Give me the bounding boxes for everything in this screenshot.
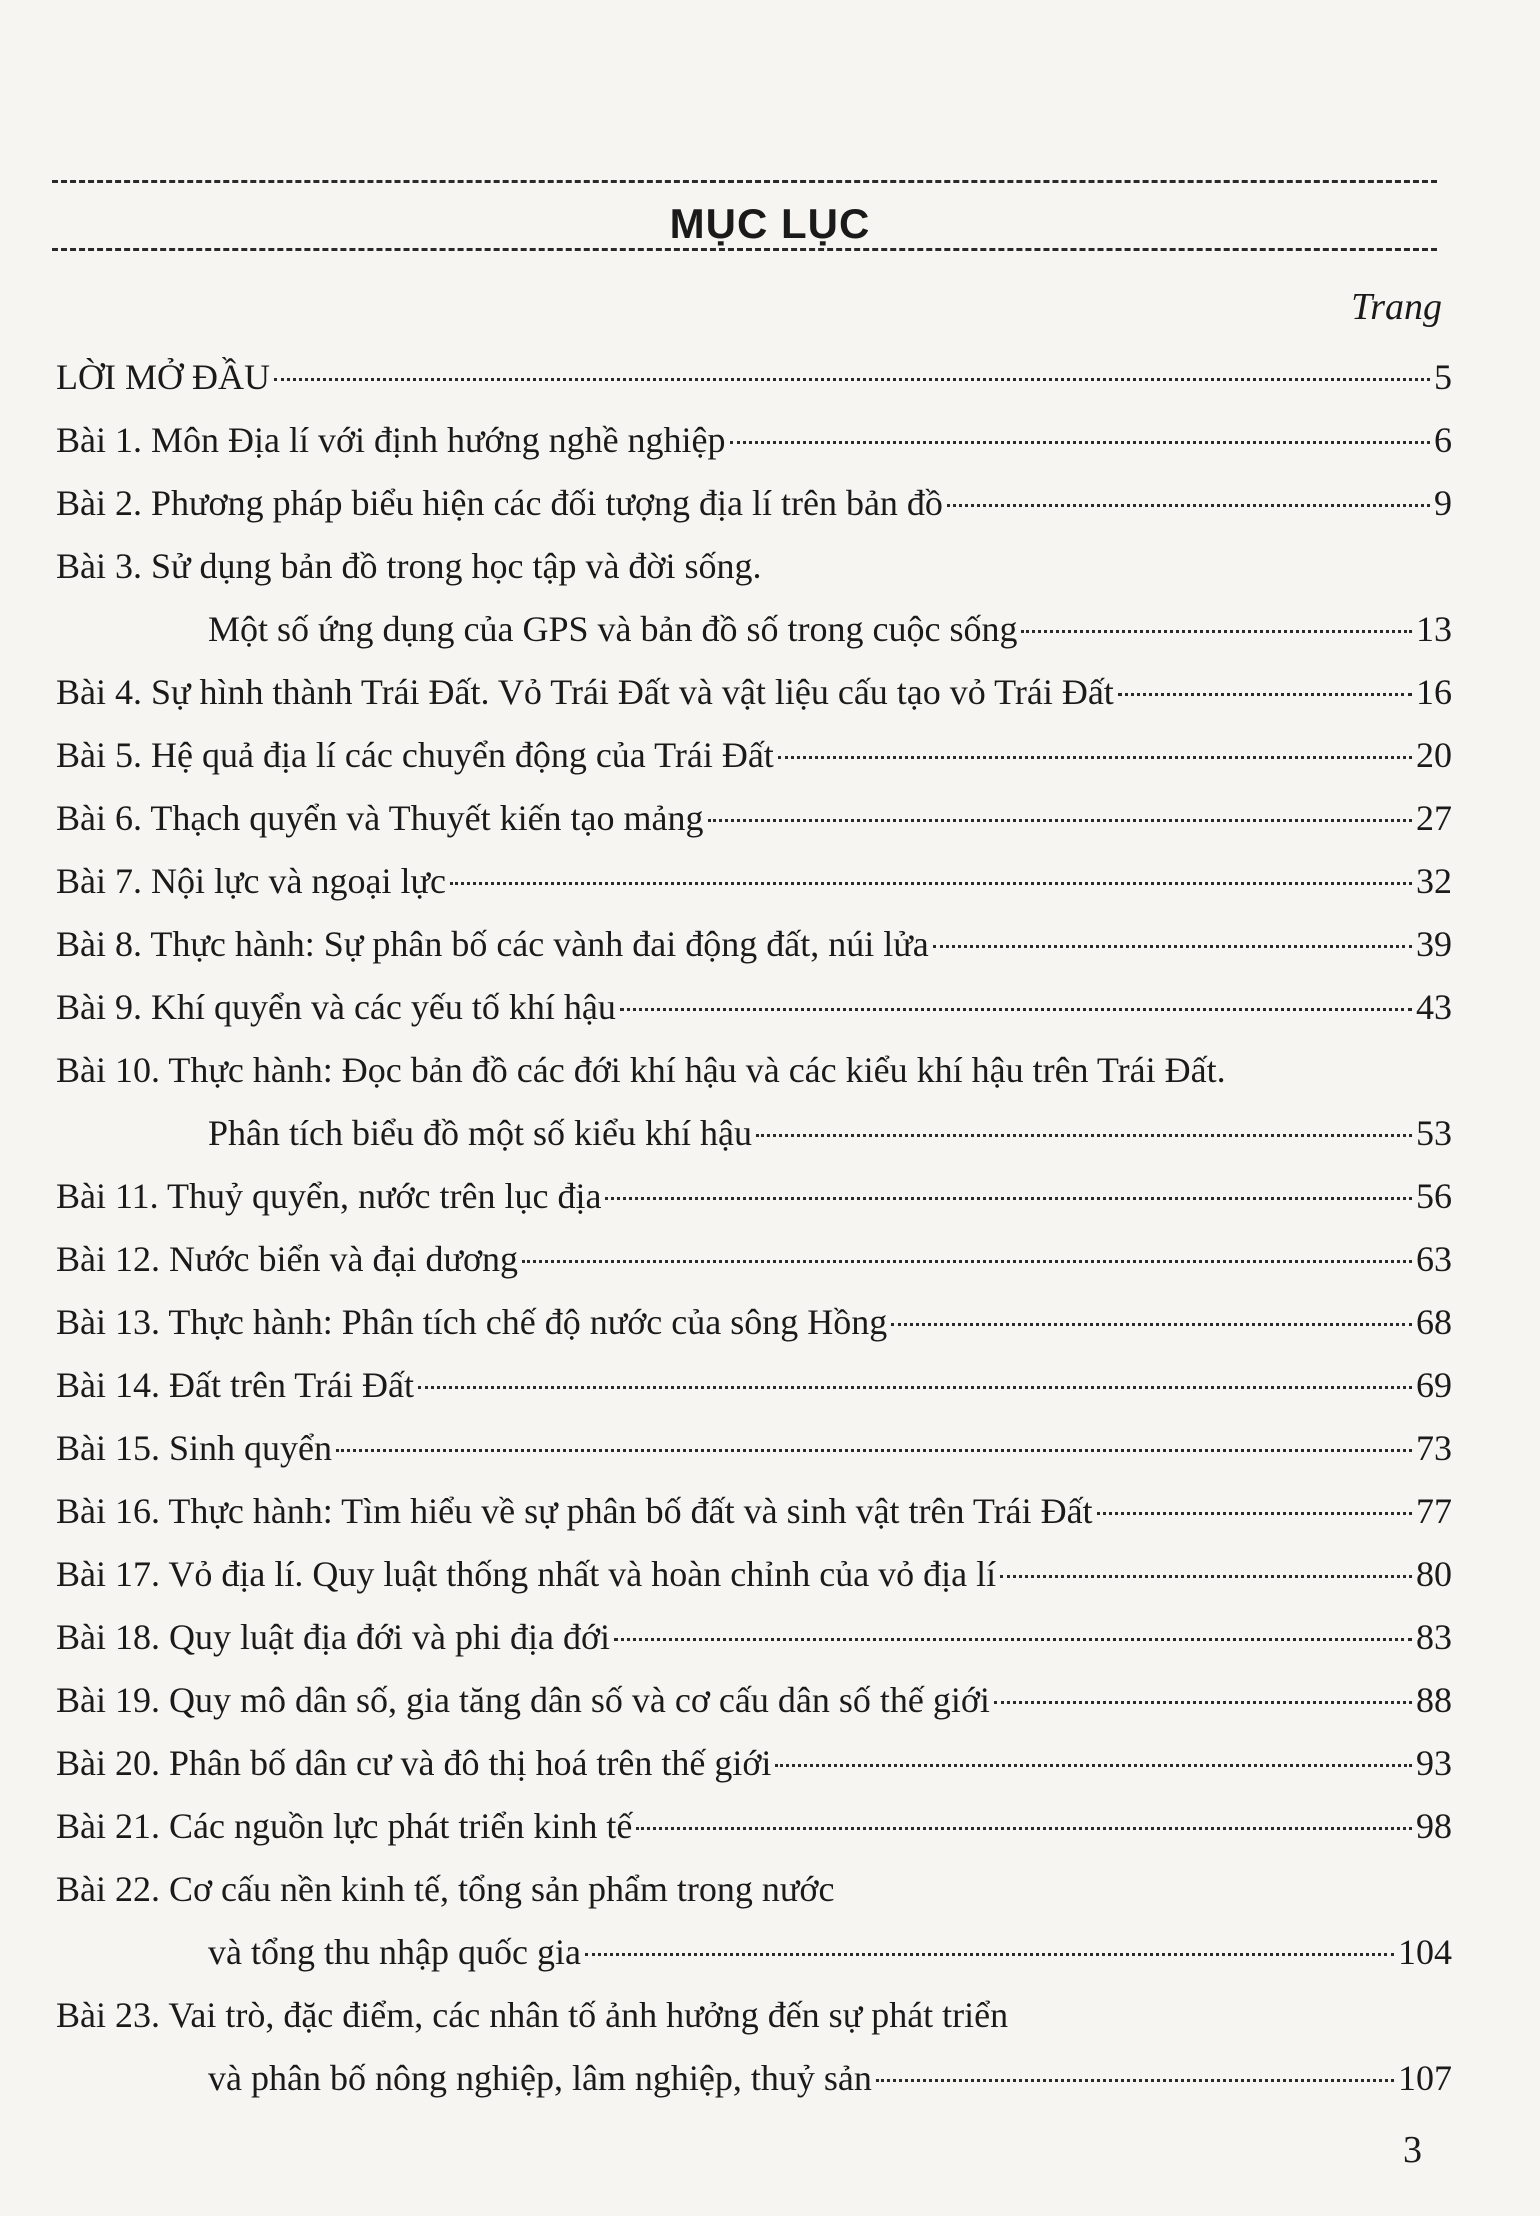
toc-entry [56,1858,1452,1984]
toc-entry-title: Bài 8. Thực hành: Sự phân bố các vành đai động đất, núi lửa [56,924,929,964]
toc-entry [56,1291,1452,1354]
toc-entry-page: 16 [1416,672,1452,712]
toc-entry [56,1606,1452,1669]
page-title: MỤC LỤC [669,200,871,247]
toc-entry-title: LỜI MỞ ĐẦU [56,357,270,397]
toc-entry-title: Bài 14. Đất trên Trái Đất [56,1365,414,1405]
toc-entry-title: Bài 9. Khí quyển và các yếu tố khí hậu [56,987,616,1027]
toc-entry-title: Bài 1. Môn Địa lí với định hướng nghề nghiệp [56,420,726,460]
dot-leader [994,1701,1412,1704]
toc-entry-title: Bài 19. Quy mô dân số, gia tăng dân số và cơ cấu dân số thế giới [56,1680,990,1720]
toc-entry-page: 69 [1416,1365,1452,1405]
dot-leader [1118,693,1412,696]
top-dashed-rule [52,180,1437,183]
toc-entry-page: 39 [1416,924,1452,964]
toc-entry-title: Bài 12. Nước biển và đại dương [56,1239,519,1279]
dot-leader [947,504,1430,507]
toc-entry-title: Bài 2. Phương pháp biểu hiện các đối tượng địa lí trên bản đồ [56,483,943,523]
toc-entry-page: 53 [1416,1113,1452,1153]
dot-leader [1021,630,1412,633]
toc-entry-title: Bài 21. Các nguồn lực phát triển kinh tế [56,1806,633,1846]
dot-leader [778,756,1412,759]
toc-entry-title: Bài 5. Hệ quả địa lí các chuyển động của Trái Đất [56,735,774,775]
toc-entry-page: 107 [1398,2058,1452,2098]
table-of-contents [56,346,1452,2110]
toc-entry-title: Bài 16. Thực hành: Tìm hiểu về sự phân bố đất và sinh vật trên Trái Đất [56,1491,1093,1531]
toc-entry-continuation: Phân tích biểu đồ một số kiểu khí hậu [208,1113,752,1153]
toc-entry [56,1417,1452,1480]
toc-entry-page: 5 [1434,357,1452,397]
toc-entry-title: Bài 17. Vỏ địa lí. Quy luật thống nhất và hoàn chỉnh của vỏ địa lí [56,1554,997,1594]
dot-leader [585,1953,1394,1956]
dot-leader [876,2079,1394,2082]
toc-entry-title: Bài 6. Thạch quyển và Thuyết kiến tạo mảng [56,798,704,838]
dot-leader [614,1638,1412,1641]
toc-entry-title: Bài 3. Sử dụng bản đồ trong học tập và đời sống. [56,546,762,586]
toc-entry-page: 98 [1416,1806,1452,1846]
toc-entry [56,913,1452,976]
toc-entry-title: Bài 20. Phân bố dân cư và đô thị hoá trên thế giới [56,1743,772,1783]
toc-entry-page: 73 [1416,1428,1452,1468]
toc-entry-page: 88 [1416,1680,1452,1720]
toc-entry-page: 43 [1416,987,1452,1027]
toc-entry-page: 56 [1416,1176,1452,1216]
toc-entry-page: 83 [1416,1617,1452,1657]
toc-entry-page: 13 [1416,609,1452,649]
dot-leader [756,1134,1412,1137]
dot-leader [274,378,1430,381]
toc-entry [56,724,1452,787]
title-dashed-rule [52,248,1437,251]
toc-entry-title: Bài 23. Vai trò, đặc điểm, các nhân tố ảnh hưởng đến sự phát triển [56,1995,1009,2035]
dot-leader [933,945,1412,948]
dot-leader [336,1449,1412,1452]
dot-leader [730,441,1430,444]
toc-entry-continuation: và phân bố nông nghiệp, lâm nghiệp, thuỷ sản [208,2058,872,2098]
toc-entry-page: 68 [1416,1302,1452,1342]
toc-entry [56,1795,1452,1858]
dot-leader [605,1197,1412,1200]
toc-entry [56,1039,1452,1165]
toc-entry [56,535,1452,661]
page-number: 3 [1403,2129,1422,2171]
toc-entry [56,661,1452,724]
toc-entry [56,346,1452,409]
dot-leader [636,1827,1412,1830]
toc-entry-title: Bài 4. Sự hình thành Trái Đất. Vỏ Trái Đất và vật liệu cấu tạo vỏ Trái Đất [56,672,1114,712]
dot-leader [775,1764,1412,1767]
dot-leader [522,1260,1412,1263]
toc-entry-title: Bài 10. Thực hành: Đọc bản đồ các đới khí hậu và các kiểu khí hậu trên Trái Đất. [56,1050,1226,1090]
toc-entry-title: Bài 15. Sinh quyển [56,1428,332,1468]
toc-entry-page: 77 [1416,1491,1452,1531]
dot-leader [1000,1575,1412,1578]
toc-entry-page: 27 [1416,798,1452,838]
dot-leader [708,819,1412,822]
toc-entry-continuation: Một số ứng dụng của GPS và bản đồ số trong cuộc sống [208,609,1018,649]
toc-entry-page: 80 [1416,1554,1452,1594]
dot-leader [620,1008,1412,1011]
dot-leader [891,1323,1412,1326]
toc-entry-page: 63 [1416,1239,1452,1279]
toc-entry-page: 20 [1416,735,1452,775]
toc-entry [56,1543,1452,1606]
toc-entry [56,409,1452,472]
toc-entry [56,1669,1452,1732]
toc-entry-page: 93 [1416,1743,1452,1783]
toc-entry-continuation: và tổng thu nhập quốc gia [208,1932,581,1972]
toc-entry [56,1480,1452,1543]
toc-entry [56,787,1452,850]
toc-entry-page: 9 [1434,483,1452,523]
toc-entry-title: Bài 18. Quy luật địa đới và phi địa đới [56,1617,610,1657]
toc-entry [56,472,1452,535]
toc-entry [56,1228,1452,1291]
page-column-label: Trang [1351,286,1442,328]
toc-entry-title: Bài 13. Thực hành: Phân tích chế độ nước của sông Hồng [56,1302,888,1342]
dot-leader [418,1386,1412,1389]
toc-entry [56,976,1452,1039]
toc-entry-page: 104 [1398,1932,1452,1972]
toc-entry-title: Bài 11. Thuỷ quyển, nước trên lục địa [56,1176,602,1216]
toc-entry [56,1165,1452,1228]
toc-entry-page: 6 [1434,420,1452,460]
dot-leader [1097,1512,1412,1515]
toc-entry-page: 32 [1416,861,1452,901]
toc-entry [56,850,1452,913]
toc-entry [56,1354,1452,1417]
dot-leader [450,882,1412,885]
toc-entry [56,1732,1452,1795]
toc-entry-title: Bài 22. Cơ cấu nền kinh tế, tổng sản phẩm trong nước [56,1869,835,1909]
toc-entry-title: Bài 7. Nội lực và ngoại lực [56,861,446,901]
toc-entry [56,1984,1452,2110]
